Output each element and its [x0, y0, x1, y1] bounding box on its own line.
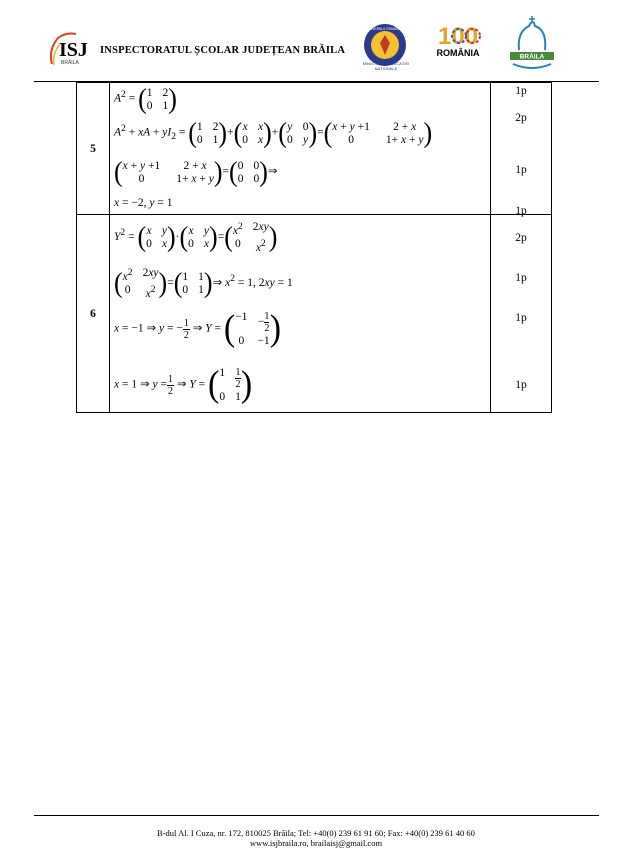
table-row — [77, 215, 552, 413]
points-value: 1p — [515, 272, 527, 284]
institution-title: INSPECTORATUL ȘCOLAR JUDEȚEAN BRĂILA — [100, 45, 346, 56]
page-footer — [0, 828, 632, 848]
page-header — [0, 0, 632, 82]
solution-line: $A^2$ = ( 1 2 0 1 ) — [114, 82, 177, 115]
ministry-caption: MINISTERUL EDUCAȚIEI NAȚIONALE — [362, 61, 410, 71]
footer-divider — [34, 815, 599, 816]
points-value: 1p — [515, 205, 527, 217]
isj-logo-sub: BRĂILA — [61, 60, 79, 66]
footer-contact: www.isjbraila.ro, brailaisj@gmail.com — [249, 838, 383, 848]
solution-line: x = −1 ⇒ y = − $\frac{1}{2}$ ⇒ Y = ( −1 − $\frac{1}{2}$ 0 −1 ) — [114, 308, 282, 349]
points-value: 2p — [515, 232, 527, 244]
solution-line: ( x + y +1 2 + x 0 1+ x + y )=( 0 0 0 0 )⇒ — [114, 155, 278, 188]
table-row — [77, 83, 552, 215]
solutions-table — [76, 82, 552, 413]
braila-city-logo — [505, 14, 559, 76]
centenar-number: 100 — [437, 23, 479, 50]
points-value: 1p — [515, 312, 527, 324]
centenar-word: ROMÂNIA — [436, 48, 480, 58]
points-value: 1p — [515, 85, 527, 97]
solution-line: x = 1 ⇒ y = $\frac{1}{2}$ ⇒ Y = ( 1 1 2 0 1 ) — [114, 364, 253, 405]
points-value: 2p — [515, 112, 527, 124]
footer-address: B-dul Al. I Cuza, nr. 172, 810025 Brăila; Tel: +40(0) 239 61 91 60; Fax: +40(0) 239 61 40 60 — [157, 828, 475, 838]
points-value: 1p — [515, 379, 527, 391]
item-number: 5 — [77, 83, 110, 215]
solution-line: $A^2$ + xA + $yI_2$ = ( 1 2 0 1 )+( x x 0 x )+( y 0 0 y )=( x + y +1 2 + x 0 1+ x + y ) — [114, 116, 433, 149]
solution-cell — [110, 83, 491, 215]
solution-line: x = −2, y = 1 — [114, 197, 173, 209]
isj-logo — [46, 30, 90, 68]
points-value: 1p — [515, 164, 527, 176]
item-number: 6 — [77, 215, 110, 413]
solution-line: $Y^2$ = ( x y 0 x )·( x y 0 x )=( $x^2$ 2xy 0 $x^2$ ) — [114, 220, 278, 254]
isj-logo-letters: ISJ — [59, 39, 88, 61]
solution-line: ( $x^2$ 2xy 0 $x^2$ )=( 1 1 0 1 )⇒ $x^2 = 1$, 2xy = 1 — [114, 266, 293, 300]
points-cell — [491, 83, 552, 215]
solution-cell — [110, 215, 491, 413]
braila-logo-text: BRĂILA — [519, 53, 545, 61]
seal-text: GUVERNUL ROMÂNIEI — [367, 27, 403, 31]
points-cell — [491, 215, 552, 413]
centenar-logo — [428, 20, 488, 74]
